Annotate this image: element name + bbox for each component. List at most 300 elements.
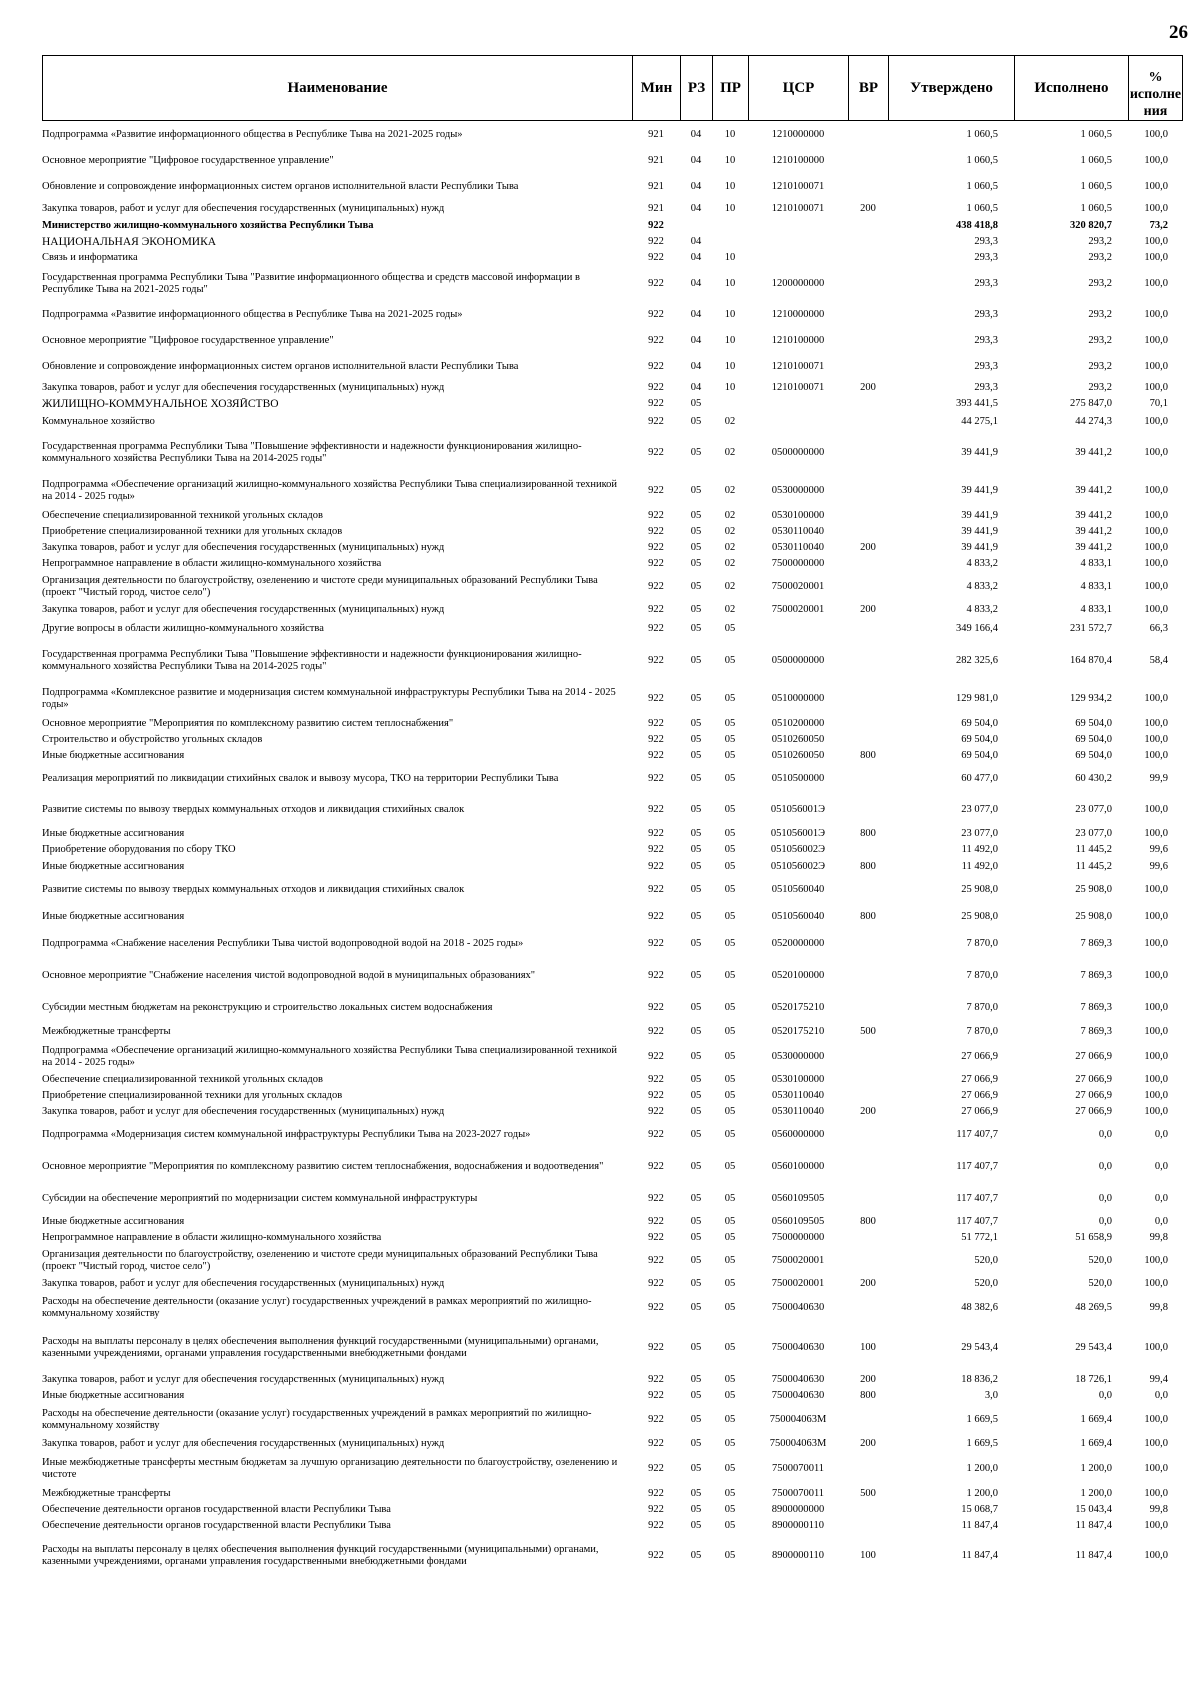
table-row (42, 1292, 1182, 1324)
table-cell-name: Основное мероприятие "Снабжение населения чистой водопроводной водой в муниципальных образованиях" (42, 969, 536, 981)
table-cell-name: Иные бюджетные ассигнования (42, 749, 185, 761)
table-cell-min: 922 (648, 1001, 664, 1013)
table-cell-pct: 100,0 (1144, 749, 1168, 761)
table-cell-executed: 39 441,2 (1075, 541, 1112, 553)
table-cell-pct: 100,0 (1144, 557, 1168, 569)
table-row (42, 380, 1182, 396)
table-cell-name: Подпрограмма «Обеспечение организаций жилищно-коммунального хозяйства Республики Тыва специализированной техникой на 2014 - 2025 годы» (42, 1044, 618, 1068)
table-row (42, 1246, 1182, 1276)
header-vr: ВР (849, 56, 889, 121)
table-cell-rz: 05 (690, 843, 702, 855)
table-row (42, 1230, 1182, 1246)
table-cell-approved: 3,0 (984, 1389, 998, 1401)
table-cell-executed: 0,0 (1098, 1215, 1112, 1227)
table-cell-approved: 11 492,0 (961, 843, 998, 855)
table-cell-rz: 05 (690, 525, 702, 537)
table-cell-pr: 05 (724, 803, 736, 815)
table-cell-approved: 520,0 (974, 1277, 998, 1289)
table-cell-pct: 70,1 (1149, 397, 1168, 409)
table-cell-pct: 0,0 (1154, 1128, 1168, 1140)
table-row (42, 354, 1182, 380)
page-number: 26 (1169, 22, 1188, 43)
table-cell-vr: 800 (860, 1389, 876, 1401)
table-row (42, 1518, 1182, 1534)
table-row (42, 234, 1182, 250)
table-cell-approved: 349 166,4 (956, 622, 998, 634)
table-row (42, 540, 1182, 556)
table-cell-name: Государственная программа Республики Тыва "Повышение эффективности и надежности функционирования жилищно-коммунального хозяйства Республики Тыва на 2014-2025 годы" (42, 648, 582, 672)
table-cell-rz: 05 (690, 772, 702, 784)
table-cell-pr: 05 (724, 843, 736, 855)
table-cell-approved: 69 504,0 (961, 717, 998, 729)
table-cell-rz: 05 (690, 1373, 702, 1385)
table-cell-rz: 05 (690, 654, 702, 666)
table-cell-min: 922 (648, 360, 664, 372)
table-cell-csr: 7500040630 (771, 1389, 825, 1401)
table-cell-approved: 69 504,0 (961, 749, 998, 761)
table-cell-name: Субсидии на обеспечение мероприятий по модернизации систем коммунальной инфраструктуры (42, 1192, 478, 1204)
table-row (42, 1104, 1182, 1120)
table-row (42, 1452, 1182, 1486)
table-cell-rz: 05 (690, 1073, 702, 1085)
table-cell-min: 921 (648, 180, 664, 192)
table-cell-csr: 0500000000 (771, 446, 825, 458)
table-cell-csr: 8900000110 (771, 1519, 825, 1531)
table-cell-csr: 051056001Э (770, 827, 826, 839)
table-cell-pct: 100,0 (1144, 154, 1168, 166)
table-cell-pr: 10 (724, 334, 736, 346)
table-cell-pr: 05 (724, 1073, 736, 1085)
table-row (42, 396, 1182, 412)
table-cell-vr: 200 (860, 1437, 876, 1449)
table-cell-approved: 293,3 (974, 381, 998, 393)
table-cell-executed: 275 847,0 (1070, 397, 1112, 409)
table-cell-approved: 117 407,7 (956, 1128, 998, 1140)
table-cell-approved: 117 407,7 (956, 1215, 998, 1227)
table-cell-executed: 11 847,4 (1075, 1549, 1112, 1561)
table-cell-executed: 27 066,9 (1075, 1073, 1112, 1085)
table-cell-executed: 293,2 (1088, 277, 1112, 289)
table-cell-approved: 7 870,0 (966, 937, 998, 949)
table-cell-csr: 0530110040 (771, 1105, 825, 1117)
table-cell-csr: 0520100000 (771, 969, 825, 981)
table-cell-pr: 05 (724, 1089, 736, 1101)
table-cell-min: 922 (648, 235, 664, 247)
table-cell-pr: 05 (724, 827, 736, 839)
table-cell-csr: 1210100071 (771, 202, 825, 214)
table-cell-pct: 100,0 (1144, 308, 1168, 320)
table-cell-executed: 39 441,2 (1075, 484, 1112, 496)
table-cell-csr: 0520000000 (771, 937, 825, 949)
table-cell-min: 922 (648, 251, 664, 263)
table-cell-executed: 39 441,2 (1075, 446, 1112, 458)
table-cell-pct: 100,0 (1144, 1025, 1168, 1037)
table-cell-name: НАЦИОНАЛЬНАЯ ЭКОНОМИКА (42, 235, 217, 248)
table-cell-csr: 0530100000 (771, 1073, 825, 1085)
table-cell-pct: 100,0 (1144, 277, 1168, 289)
table-cell-min: 922 (648, 580, 664, 592)
table-cell-min: 922 (648, 1341, 664, 1353)
table-cell-pct: 99,9 (1149, 772, 1168, 784)
table-cell-pr: 05 (724, 1413, 736, 1425)
table-cell-executed: 1 669,4 (1080, 1413, 1112, 1425)
table-cell-pr: 05 (724, 969, 736, 981)
table-cell-csr: 051056001Э (770, 803, 826, 815)
table-cell-name: Основное мероприятие "Мероприятия по комплексному развитию систем теплоснабжения, водоснабжения и водоотведения" (42, 1160, 604, 1172)
table-cell-pct: 100,0 (1144, 1462, 1168, 1474)
table-cell-rz: 05 (690, 717, 702, 729)
table-cell-approved: 29 543,4 (961, 1341, 998, 1353)
table-cell-rz: 05 (690, 1487, 702, 1499)
table-cell-rz: 05 (690, 1089, 702, 1101)
table-cell-vr: 200 (860, 1373, 876, 1385)
table-cell-pr: 05 (724, 733, 736, 745)
table-cell-min: 922 (648, 1105, 664, 1117)
table-row (42, 1502, 1182, 1518)
table-row (42, 1324, 1182, 1372)
table-row (42, 716, 1182, 732)
table-cell-executed: 51 658,9 (1075, 1231, 1112, 1243)
table-cell-name: Приобретение специализированной техники для угольных складов (42, 525, 343, 537)
table-row (42, 1184, 1182, 1214)
table-cell-min: 922 (648, 1462, 664, 1474)
table-cell-name: Расходы на обеспечение деятельности (оказание услуг) государственных учреждений в рамках мероприятий по жилищно-коммунальному хозяйству (42, 1407, 592, 1431)
table-row (42, 748, 1182, 764)
table-cell-min: 922 (648, 654, 664, 666)
table-cell-pr: 05 (724, 772, 736, 784)
table-cell-rz: 05 (690, 1503, 702, 1515)
table-row (42, 1404, 1182, 1436)
table-cell-executed: 25 908,0 (1075, 910, 1112, 922)
table-cell-pct: 100,0 (1144, 1437, 1168, 1449)
table-cell-min: 922 (648, 308, 664, 320)
table-cell-rz: 05 (690, 1549, 702, 1561)
table-cell-rz: 05 (690, 910, 702, 922)
table-cell-min: 921 (648, 154, 664, 166)
table-cell-rz: 05 (690, 1192, 702, 1204)
table-cell-executed: 11 445,2 (1075, 860, 1112, 872)
table-cell-rz: 05 (690, 733, 702, 745)
table-cell-rz: 05 (690, 1413, 702, 1425)
table-cell-min: 922 (648, 1373, 664, 1385)
table-cell-pct: 100,0 (1144, 251, 1168, 263)
table-cell-approved: 293,3 (974, 235, 998, 247)
table-cell-min: 922 (648, 1231, 664, 1243)
table-cell-executed: 25 908,0 (1075, 883, 1112, 895)
table-cell-pct: 100,0 (1144, 603, 1168, 615)
table-cell-pct: 100,0 (1144, 580, 1168, 592)
table-cell-name: Субсидии местным бюджетам на реконструкцию и строительство локальных систем водоснабжения (42, 1001, 493, 1013)
table-cell-pct: 100,0 (1144, 1073, 1168, 1085)
table-cell-pct: 100,0 (1144, 1549, 1168, 1561)
table-cell-executed: 520,0 (1088, 1277, 1112, 1289)
table-row (42, 412, 1182, 432)
header-approved: Утверждено (889, 56, 1015, 121)
table-cell-min: 922 (648, 1025, 664, 1037)
table-cell-rz: 05 (690, 1160, 702, 1172)
table-cell-name: Другие вопросы в области жилищно-коммунального хозяйства (42, 622, 324, 634)
table-cell-name: Закупка товаров, работ и услуг для обеспечения государственных (муниципальных) нужд (42, 381, 445, 393)
table-row (42, 508, 1182, 524)
table-cell-executed: 129 934,2 (1070, 692, 1112, 704)
table-cell-vr: 200 (860, 381, 876, 393)
table-cell-csr: 1200000000 (771, 277, 825, 289)
table-cell-executed: 0,0 (1098, 1160, 1112, 1172)
table-cell-min: 922 (648, 415, 664, 427)
table-cell-pr: 05 (724, 1373, 736, 1385)
table-cell-name: Закупка товаров, работ и услуг для обеспечения государственных (муниципальных) нужд (42, 1105, 445, 1117)
table-cell-pct: 100,0 (1144, 717, 1168, 729)
table-cell-approved: 51 772,1 (961, 1231, 998, 1243)
table-cell-pct: 100,0 (1144, 1487, 1168, 1499)
table-cell-pr: 02 (724, 580, 736, 592)
table-cell-pr: 10 (724, 154, 736, 166)
table-cell-vr: 100 (860, 1549, 876, 1561)
table-cell-executed: 15 043,4 (1075, 1503, 1112, 1515)
table-cell-csr: 0530110040 (771, 525, 825, 537)
table-cell-pct: 100,0 (1144, 381, 1168, 393)
table-cell-pr: 05 (724, 1277, 736, 1289)
table-cell-pct: 100,0 (1144, 803, 1168, 815)
table-cell-name: Организация деятельности по благоустройству, озеленению и чистоте среди муниципальных образований Республики Тыва (проект "Чистый город, чистое село") (42, 574, 598, 598)
table-cell-pr: 10 (724, 128, 736, 140)
table-cell-pr: 05 (724, 937, 736, 949)
table-cell-approved: 39 441,9 (961, 484, 998, 496)
table-row (42, 302, 1182, 328)
table-cell-csr: 0530110040 (771, 1089, 825, 1101)
table-cell-executed: 27 066,9 (1075, 1050, 1112, 1062)
table-row (42, 1276, 1182, 1292)
table-cell-pr: 05 (724, 1462, 736, 1474)
table-row (42, 1214, 1182, 1230)
table-cell-pct: 100,0 (1144, 334, 1168, 346)
table-cell-rz: 04 (690, 277, 702, 289)
table-cell-rz: 05 (690, 484, 702, 496)
table-cell-name: Иные бюджетные ассигнования (42, 1215, 185, 1227)
table-cell-pr: 05 (724, 1301, 736, 1313)
table-cell-approved: 27 066,9 (961, 1105, 998, 1117)
table-cell-csr: 7500020001 (771, 1254, 825, 1266)
table-cell-pr: 05 (724, 749, 736, 761)
table-cell-approved: 4 833,2 (966, 557, 998, 569)
table-cell-pr: 05 (724, 1341, 736, 1353)
table-cell-name: Закупка товаров, работ и услуг для обеспечения государственных (муниципальных) нужд (42, 202, 445, 214)
table-cell-pr: 10 (724, 180, 736, 192)
table-cell-pr: 10 (724, 251, 736, 263)
table-cell-csr: 1210000000 (771, 308, 825, 320)
table-row (42, 1486, 1182, 1502)
table-cell-csr: 1210100000 (771, 154, 825, 166)
table-cell-name: Иные бюджетные ассигнования (42, 1389, 185, 1401)
table-cell-csr: 0510200000 (771, 717, 825, 729)
header-min: Мин (633, 56, 681, 121)
table-cell-approved: 23 077,0 (961, 827, 998, 839)
table-cell-pr: 05 (724, 1437, 736, 1449)
table-cell-name: Развитие системы по вывозу твердых коммунальных отходов и ликвидация стихийных свалок (42, 803, 465, 815)
table-cell-min: 922 (648, 1301, 664, 1313)
table-cell-rz: 05 (690, 1277, 702, 1289)
table-cell-name: Основное мероприятие "Цифровое государственное управление" (42, 154, 334, 166)
table-row (42, 826, 1182, 842)
table-cell-rz: 05 (690, 692, 702, 704)
table-cell-min: 921 (648, 202, 664, 214)
table-row (42, 764, 1182, 794)
table-cell-pct: 0,0 (1154, 1215, 1168, 1227)
table-row (42, 432, 1182, 474)
table-row (42, 556, 1182, 572)
table-cell-name: Межбюджетные трансферты (42, 1025, 171, 1037)
table-cell-csr: 750004063М (769, 1437, 827, 1449)
table-row (42, 1372, 1182, 1388)
table-row (42, 148, 1182, 174)
table-cell-min: 922 (648, 1277, 664, 1289)
table-row (42, 200, 1182, 218)
table-cell-csr: 0530100000 (771, 509, 825, 521)
table-row (42, 732, 1182, 748)
table-cell-executed: 320 820,7 (1070, 219, 1112, 231)
table-cell-vr: 800 (860, 910, 876, 922)
table-cell-csr: 7500000000 (771, 1231, 825, 1243)
table-cell-executed: 60 430,2 (1075, 772, 1112, 784)
table-cell-pct: 99,4 (1149, 1373, 1168, 1385)
table-cell-csr: 0560100000 (771, 1160, 825, 1172)
table-cell-name: Подпрограмма «Развитие информационного общества в Республике Тыва на 2021-2025 годы» (42, 128, 463, 140)
table-cell-name: Подпрограмма «Развитие информационного общества в Республике Тыва на 2021-2025 годы» (42, 308, 463, 320)
table-cell-rz: 05 (690, 1389, 702, 1401)
table-cell-pr: 05 (724, 692, 736, 704)
table-row (42, 618, 1182, 640)
table-cell-executed: 1 060,5 (1080, 128, 1112, 140)
table-cell-min: 921 (648, 128, 664, 140)
table-cell-name: Обновление и сопровождение информационных систем органов исполнительной власти Республики Тыва (42, 360, 519, 372)
table-cell-min: 922 (648, 622, 664, 634)
table-cell-name: Непрограммное направление в области жилищно-коммунального хозяйства (42, 557, 382, 569)
table-cell-rz: 05 (690, 1437, 702, 1449)
table-cell-executed: 293,2 (1088, 308, 1112, 320)
table-cell-rz: 05 (690, 1215, 702, 1227)
table-cell-pct: 0,0 (1154, 1192, 1168, 1204)
table-cell-csr: 0530000000 (771, 484, 825, 496)
table-cell-csr: 0560109505 (771, 1215, 825, 1227)
table-cell-pct: 100,0 (1144, 415, 1168, 427)
table-cell-csr: 051056002Э (770, 843, 826, 855)
table-cell-approved: 293,3 (974, 308, 998, 320)
table-cell-pr: 02 (724, 484, 736, 496)
table-cell-csr: 7500040630 (771, 1373, 825, 1385)
table-row (42, 1436, 1182, 1452)
table-cell-rz: 05 (690, 1105, 702, 1117)
table-cell-vr: 800 (860, 827, 876, 839)
table-cell-executed: 293,2 (1088, 334, 1112, 346)
table-cell-approved: 39 441,9 (961, 446, 998, 458)
table-cell-min: 922 (648, 603, 664, 615)
table-cell-rz: 05 (690, 1341, 702, 1353)
table-cell-pr: 05 (724, 1519, 736, 1531)
table-row (42, 640, 1182, 682)
table-cell-pr: 05 (724, 1549, 736, 1561)
table-cell-rz: 05 (690, 1519, 702, 1531)
table-cell-pr: 05 (724, 860, 736, 872)
table-cell-pct: 100,0 (1144, 1341, 1168, 1353)
table-cell-approved: 1 060,5 (966, 180, 998, 192)
table-cell-name: Иные бюджетные ассигнования (42, 910, 185, 922)
table-cell-rz: 05 (690, 883, 702, 895)
table-cell-approved: 1 669,5 (966, 1413, 998, 1425)
table-cell-pr: 02 (724, 557, 736, 569)
table-cell-pct: 100,0 (1144, 484, 1168, 496)
table-cell-min: 922 (648, 334, 664, 346)
table-cell-csr: 7500020001 (771, 580, 825, 592)
table-cell-pct: 100,0 (1144, 910, 1168, 922)
table-cell-pct: 100,0 (1144, 969, 1168, 981)
table-cell-approved: 117 407,7 (956, 1160, 998, 1172)
table-cell-pct: 100,0 (1144, 937, 1168, 949)
table-cell-pct: 100,0 (1144, 235, 1168, 247)
table-cell-min: 922 (648, 1215, 664, 1227)
table-cell-executed: 27 066,9 (1075, 1105, 1112, 1117)
table-header (42, 55, 1183, 121)
table-cell-rz: 05 (690, 1254, 702, 1266)
table-cell-name: Обновление и сопровождение информационных систем органов исполнительной власти Республики Тыва (42, 180, 519, 192)
table-cell-rz: 05 (690, 749, 702, 761)
table-cell-min: 922 (648, 910, 664, 922)
table-cell-name: Закупка товаров, работ и услуг для обеспечения государственных (муниципальных) нужд (42, 603, 445, 615)
table-cell-executed: 293,2 (1088, 360, 1112, 372)
table-cell-csr: 1210000000 (771, 128, 825, 140)
table-cell-pct: 100,0 (1144, 1254, 1168, 1266)
table-row (42, 218, 1182, 234)
table-cell-name: Подпрограмма «Модернизация систем коммунальной инфраструктуры Республики Тыва на 2023-2027 годы» (42, 1128, 531, 1140)
table-cell-name: ЖИЛИЩНО-КОММУНАЛЬНОЕ ХОЗЯЙСТВО (42, 397, 279, 410)
table-cell-min: 922 (648, 692, 664, 704)
table-cell-rz: 05 (690, 1462, 702, 1474)
table-cell-pr: 02 (724, 446, 736, 458)
table-cell-rz: 04 (690, 381, 702, 393)
table-cell-rz: 05 (690, 827, 702, 839)
table-cell-csr: 1210100071 (771, 381, 825, 393)
table-row (42, 930, 1182, 958)
table-cell-pct: 0,0 (1154, 1160, 1168, 1172)
table-cell-executed: 39 441,2 (1075, 525, 1112, 537)
table-cell-name: Реализация мероприятий по ликвидации стихийных свалок и вывозу мусора, ТКО на территории Республики Тыва (42, 772, 559, 784)
table-cell-csr: 7500000000 (771, 557, 825, 569)
table-cell-min: 922 (648, 541, 664, 553)
table-cell-min: 922 (648, 1503, 664, 1515)
table-cell-pct: 100,0 (1144, 1277, 1168, 1289)
table-cell-approved: 7 870,0 (966, 1025, 998, 1037)
table-cell-vr: 800 (860, 1215, 876, 1227)
table-cell-pr: 05 (724, 1231, 736, 1243)
table-cell-name: Подпрограмма «Обеспечение организаций жилищно-коммунального хозяйства Республики Тыва специализированной техникой на 2014 - 2025 годы» (42, 478, 618, 502)
table-cell-pr: 05 (724, 1503, 736, 1515)
table-cell-csr: 0520175210 (771, 1025, 825, 1037)
table-cell-executed: 1 669,4 (1080, 1437, 1112, 1449)
table-cell-approved: 1 060,5 (966, 202, 998, 214)
table-row (42, 1072, 1182, 1088)
table-cell-csr: 1210100000 (771, 334, 825, 346)
table-row (42, 958, 1182, 994)
table-cell-csr: 750004063М (769, 1413, 827, 1425)
table-cell-executed: 0,0 (1098, 1192, 1112, 1204)
table-cell-min: 922 (648, 749, 664, 761)
table-cell-pr: 05 (724, 883, 736, 895)
table-cell-approved: 1 060,5 (966, 128, 998, 140)
table-cell-approved: 7 870,0 (966, 969, 998, 981)
table-cell-min: 922 (648, 843, 664, 855)
table-cell-approved: 11 847,4 (961, 1519, 998, 1531)
table-cell-min: 922 (648, 1549, 664, 1561)
table-cell-rz: 04 (690, 251, 702, 263)
